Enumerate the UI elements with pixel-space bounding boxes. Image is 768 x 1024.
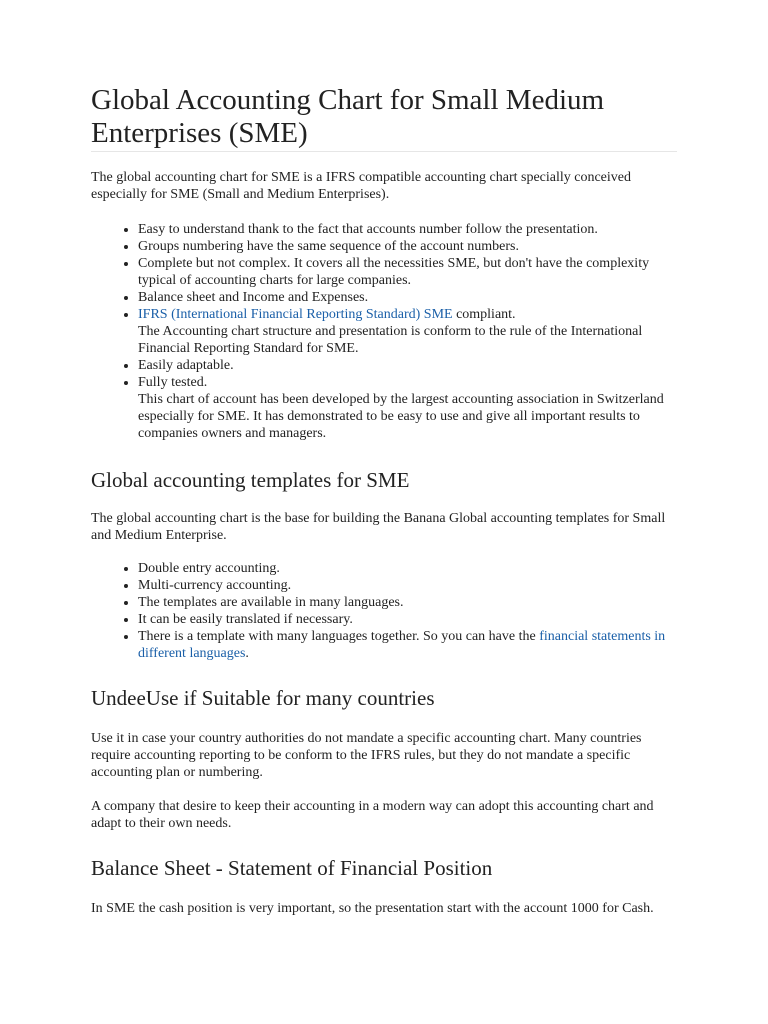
- list-item: • Complete but not complex. It covers all the necessities SME, but don't have the complexity typical of accounting charts for large companies.: [138, 255, 677, 289]
- list-item: • Easily adaptable.: [138, 357, 677, 374]
- list-item: [138, 374, 677, 442]
- list-item: [138, 306, 677, 357]
- languages-text: There is a template with many languages together. So you can have the: [138, 629, 540, 644]
- features-list: [91, 221, 677, 442]
- list-item: • It can be easily translated if necessary.: [138, 611, 677, 628]
- document-page: [91, 84, 677, 917]
- tested-label: Fully tested.: [138, 375, 208, 390]
- tested-detail: This chart of account has been developed by the largest accounting association in Switzerland especially for SME. It has demonstrated to be easy to use and give all important results to companies owners and managers.: [138, 392, 664, 441]
- list-item: • Double entry accounting.: [138, 560, 677, 577]
- list-item: • The templates are available in many languages.: [138, 594, 677, 611]
- list-item: • Balance sheet and Income and Expenses.: [138, 289, 677, 306]
- list-item: • Groups numbering have the same sequence of the account numbers.: [138, 238, 677, 255]
- ifrs-link[interactable]: IFRS (International Financial Reporting Standard) SME: [138, 307, 453, 322]
- section-heading-templates: Global accounting templates for SME: [91, 468, 410, 492]
- intro-paragraph: The global accounting chart for SME is a IFRS compatible accounting chart specially conceived especially for SME (Small and Medium Enterprises).: [91, 170, 631, 202]
- ifrs-detail: The Accounting chart structure and presentation is conform to the rule of the International Financial Reporting Standard for SME.: [138, 324, 643, 356]
- financial-statements-link[interactable]: financial statements in different languages: [138, 629, 666, 661]
- ifrs-suffix: compliant.: [452, 307, 516, 322]
- countries-paragraph-1: Use it in case your country authorities do not mandate a specific accounting chart. Many countries require accounting reporting to be conform to the IFRS rules, but they do not mandate a specific accounting plan or numbering.: [91, 731, 642, 780]
- templates-paragraph: The global accounting chart is the base for building the Banana Global accounting templates for Small and Medium Enterprise.: [91, 511, 666, 543]
- languages-suffix: .: [245, 646, 249, 661]
- list-item: • Easy to understand thank to the fact that accounts number follow the presentation.: [138, 221, 677, 238]
- balance-sheet-paragraph: In SME the cash position is very important, so the presentation start with the account 1000 for Cash.: [91, 901, 654, 916]
- templates-list: [91, 560, 677, 662]
- section-heading-countries: UndeeUse if Suitable for many countries: [91, 686, 435, 710]
- section-heading-balance-sheet: Balance Sheet - Statement of Financial Position: [91, 856, 493, 880]
- list-item: [138, 628, 677, 662]
- countries-paragraph-2: A company that desire to keep their accounting in a modern way can adopt this accounting chart and adapt to their own needs.: [91, 799, 654, 831]
- list-item: • Multi-currency accounting.: [138, 577, 677, 594]
- page-title: Global Accounting Chart for Small Medium Enterprises (SME): [91, 84, 677, 152]
